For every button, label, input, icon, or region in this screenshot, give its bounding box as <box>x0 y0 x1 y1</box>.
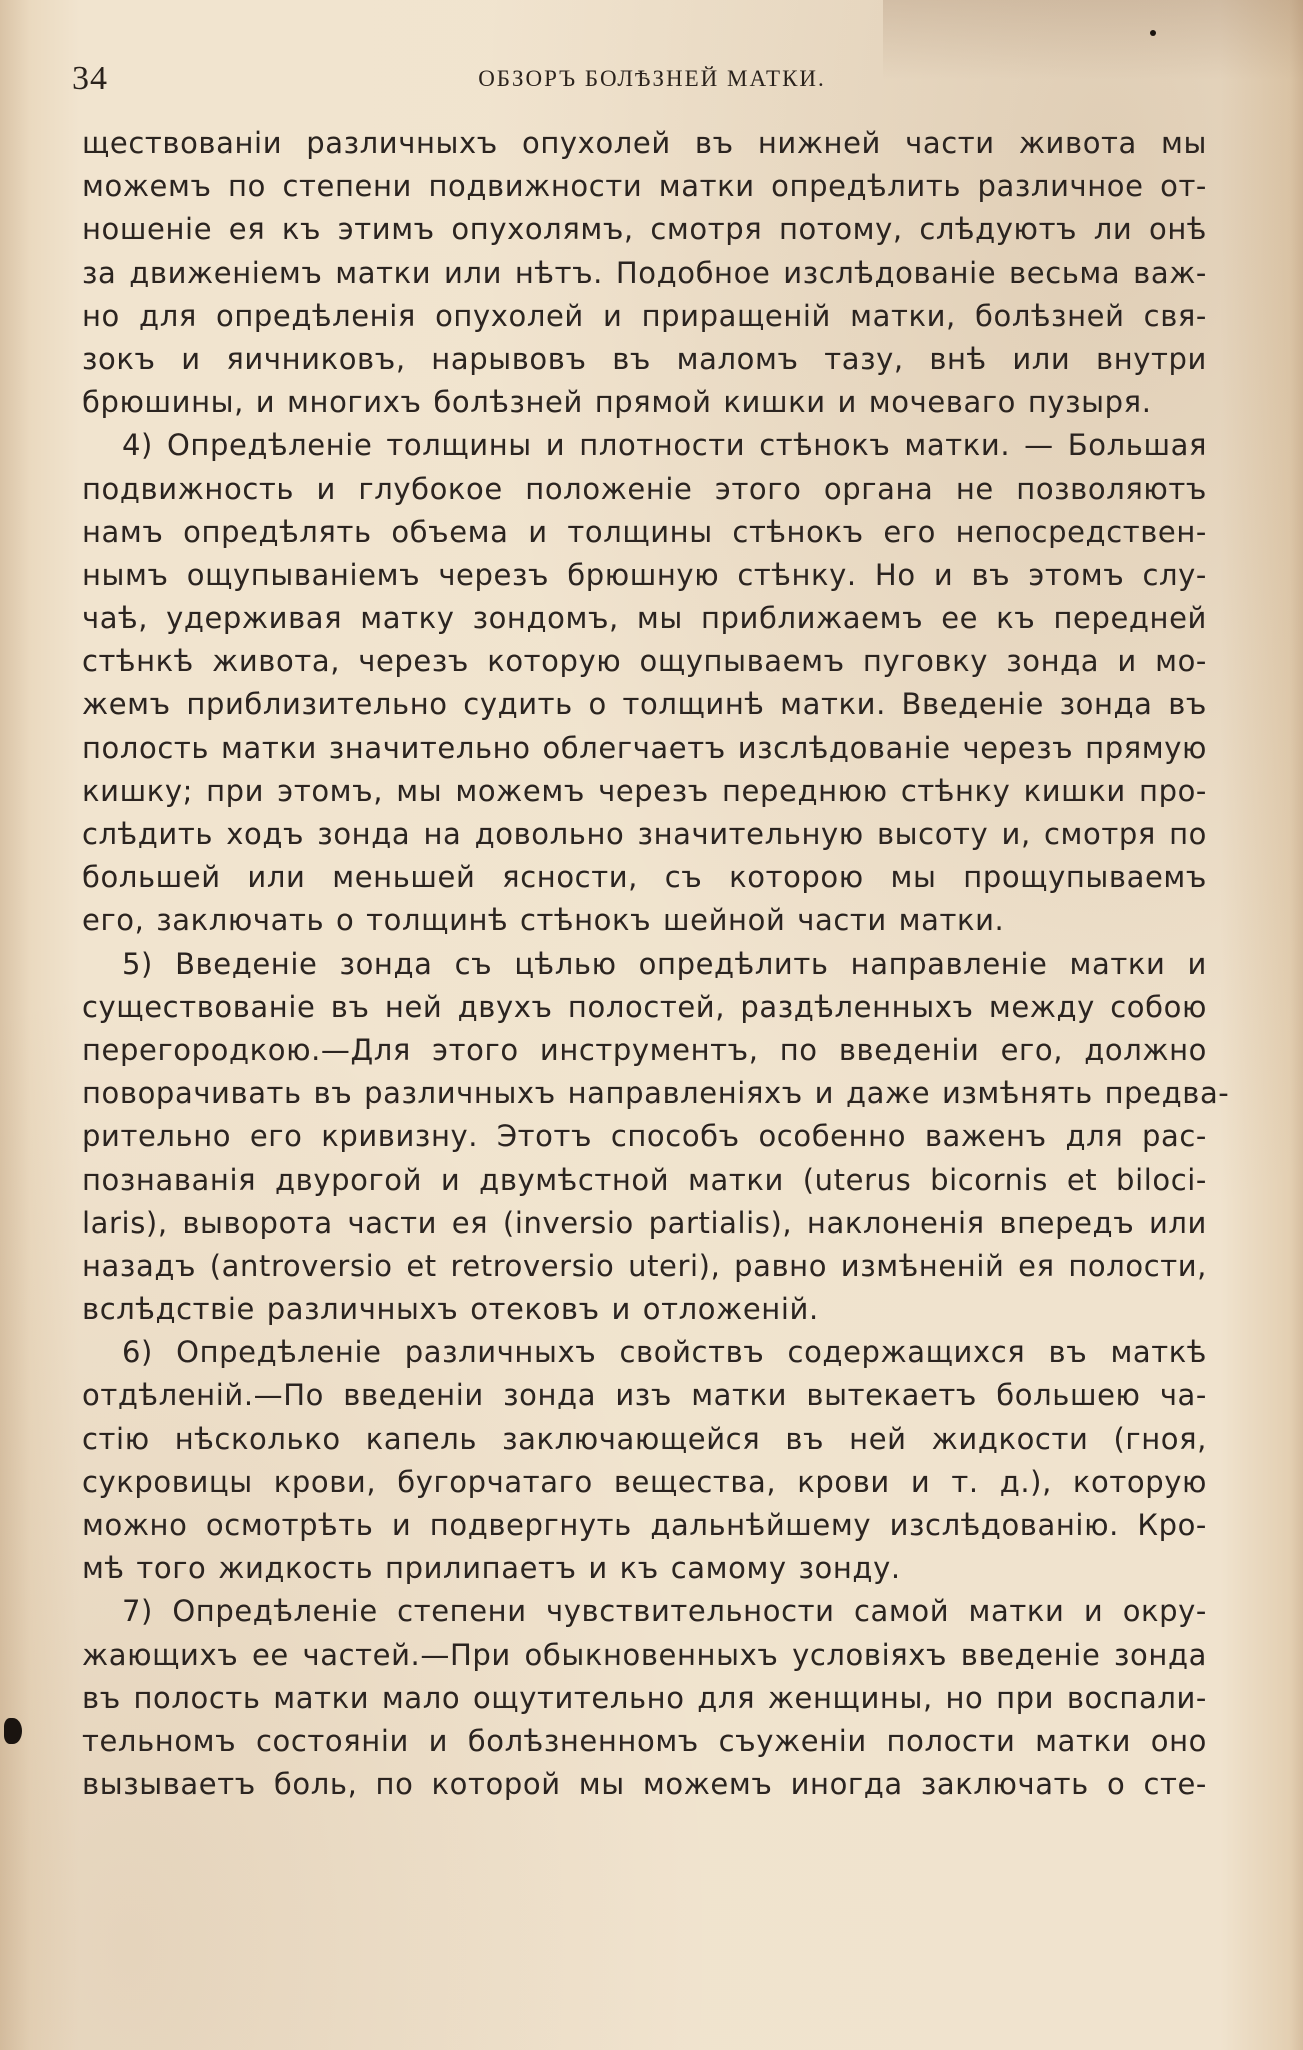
text-line: вызываетъ боль, по которой мы можемъ иногда заключать о сте- <box>82 1767 1207 1802</box>
text-line: 4) Опредѣленіе толщины и плотности стѣнокъ матки. — Большая <box>122 428 1207 463</box>
text-line: назадъ (antroversio et retroversio uteri), равно измѣненій ея полости, <box>82 1248 1207 1283</box>
text-line: мѣ того жидкость прилипаетъ и къ самому зонду. <box>82 1551 901 1586</box>
text-line: вслѣдствіе различныхъ отековъ и отложеній. <box>82 1292 819 1327</box>
text-line: 5) Введеніе зонда съ цѣлью опредѣлить направленіе матки и <box>122 946 1207 981</box>
text-line: laris), выворота части ея (inversio partialis), наклоненія впередъ или <box>82 1205 1207 1240</box>
text-line: отдѣленій.—По введеніи зонда изъ матки вытекаетъ большею ча- <box>82 1378 1207 1413</box>
text-line: стію нѣсколько капель заключающейся въ ней жидкости (гноя, <box>82 1421 1207 1456</box>
text-line: брюшины, и многихъ болѣзней прямой кишки и мочеваго пузыря. <box>82 385 1152 420</box>
text-line: перегородкою.—Для этого инструментъ, по введеніи его, должно <box>82 1032 1207 1067</box>
text-line: поворачивать въ различныхъ направленіяхъ и даже измѣнять предва- <box>82 1076 1230 1111</box>
text-line: рительно его кривизну. Этотъ способъ особенно важенъ для рас- <box>82 1119 1207 1154</box>
text-line: стѣнкѣ живота, черезъ которую ощупываемъ пуговку зонда и мо- <box>82 644 1207 679</box>
text-line: 7) Опредѣленіе степени чувствительности самой матки и окру- <box>122 1594 1207 1629</box>
page-number: 34 <box>72 60 108 97</box>
text-line: слѣдить ходъ зонда на довольно значительную высоту и, смотря по <box>82 817 1207 851</box>
text-line: за движеніемъ матки или нѣтъ. Подобное изслѣдованіе весьма важ- <box>82 255 1207 290</box>
text-line: сукровицы крови, бугорчатаго вещества, крови и т. д.), которую <box>82 1464 1207 1499</box>
text-line: намъ опредѣлять объема и толщины стѣнокъ его непосредствен- <box>82 514 1207 549</box>
text-line: нымъ ощупываніемъ черезъ брюшную стѣнку. Но и въ этомъ слу- <box>82 557 1207 592</box>
text-line: зокъ и яичниковъ, нарывовъ въ маломъ тазу, внѣ или внутри <box>82 341 1207 376</box>
ink-speck <box>1150 30 1156 36</box>
text-line: жающихъ ее частей.—При обыкновенныхъ условіяхъ введеніе зонда <box>82 1637 1207 1672</box>
text-line: его, заключать о толщинѣ стѣнокъ шейной части матки. <box>82 903 1005 938</box>
text-line: 6) Опредѣленіе различныхъ свойствъ содержащихся въ маткѣ <box>122 1335 1207 1370</box>
text-line: ношеніе ея къ этимъ опухолямъ, смотря потому, слѣдуютъ ли онѣ <box>82 212 1207 247</box>
text-line: жемъ приблизительно судить о толщинѣ матки. Введеніе зонда въ <box>82 687 1207 722</box>
text-line: но для опредѣленія опухолей и приращеній матки, болѣзней свя- <box>82 298 1207 333</box>
body-text <box>82 122 1230 1806</box>
text-line: въ полость матки мало ощутительно для женщины, но при воспали- <box>82 1680 1207 1715</box>
text-line: чаѣ, удерживая матку зондомъ, мы приближаемъ ее къ передней <box>82 601 1207 636</box>
text-line: можемъ по степени подвижности матки опредѣлить различное от- <box>82 169 1207 204</box>
running-title: ОБЗОРЪ БОЛѢЗНЕЙ МАТКИ. <box>478 66 826 91</box>
text-line: большей или меньшей ясности, съ которою мы прощупываемъ <box>82 860 1207 895</box>
text-line: подвижность и глубокое положеніе этого органа не позволяютъ <box>82 471 1207 506</box>
text-line: можно осмотрѣть и подвергнуть дальнѣйшему изслѣдованію. Кро- <box>82 1508 1207 1542</box>
text-line: кишку; при этомъ, мы можемъ черезъ переднюю стѣнку кишки про- <box>82 773 1207 808</box>
text-line: полость матки значительно облегчаетъ изслѣдованіе черезъ прямую <box>82 730 1207 765</box>
text-line: ществованіи различныхъ опухолей въ нижней части живота мы <box>82 126 1207 160</box>
text-line: тельномъ состояніи и болѣзненномъ съуженіи полости матки оно <box>82 1723 1207 1758</box>
ink-speck <box>4 1718 22 1744</box>
text-line: существованіе въ ней двухъ полостей, раздѣленныхъ между собою <box>82 989 1207 1024</box>
page-header <box>72 60 1232 100</box>
text-line: познаванія двурогой и двумѣстной матки (uterus bicornis et biloci- <box>82 1162 1207 1197</box>
